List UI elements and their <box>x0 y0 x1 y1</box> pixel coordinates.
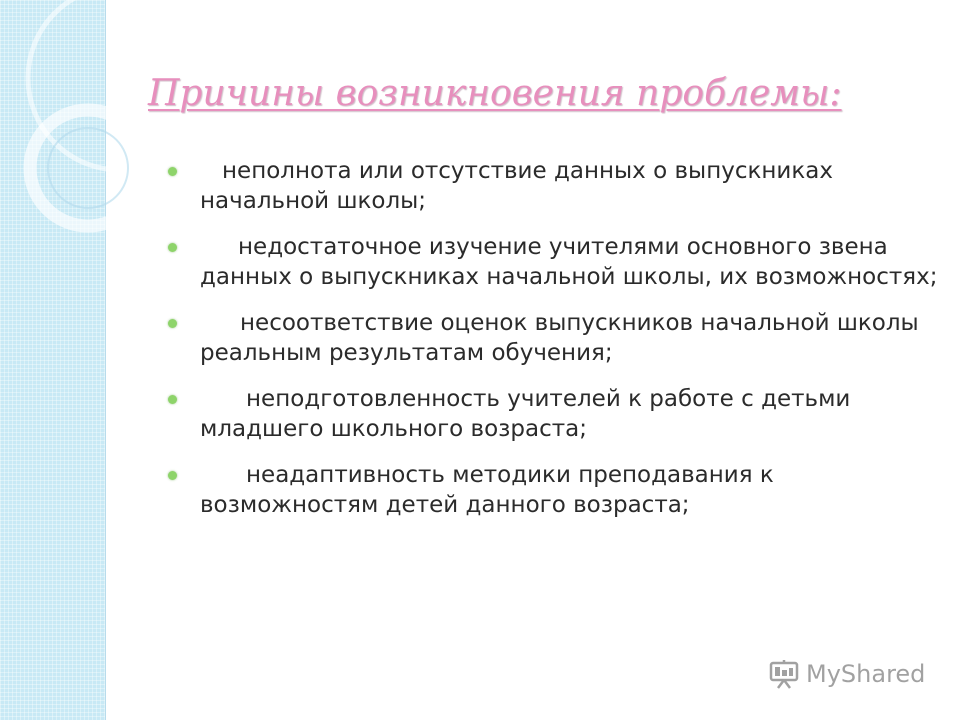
list-item <box>168 232 938 292</box>
bullet-list <box>168 156 938 536</box>
list-item <box>168 308 938 368</box>
list-item <box>168 460 938 520</box>
list-item <box>168 384 938 444</box>
bullet-dot-icon <box>168 167 177 176</box>
bullet-dot-icon <box>168 471 177 480</box>
presentation-board-icon <box>768 658 800 690</box>
bullet-text: недостаточное изучение учителями основного звена данных о выпускниках начальной школы, их возможностях; <box>200 234 938 290</box>
bullet-text: неадаптивность методики преподавания к возможностям детей данного возраста; <box>200 462 774 518</box>
side-decorative-band <box>0 0 106 720</box>
list-item <box>168 156 938 216</box>
watermark <box>768 656 925 692</box>
bullet-dot-icon <box>168 243 177 252</box>
bullet-text: неполнота или отсутствие данных о выпускниках начальной школы; <box>200 158 833 214</box>
bullet-dot-icon <box>168 319 177 328</box>
bullet-text: несоответствие оценок выпускников начальной школы реальным результатам обучения; <box>200 310 919 366</box>
bullet-text: неподготовленность учителей к работе с детьми младшего школьного возраста; <box>200 386 851 442</box>
watermark-text: MyShared <box>806 660 926 688</box>
slide-title: Причины возникновения проблемы: <box>148 73 842 114</box>
bullet-dot-icon <box>168 395 177 404</box>
